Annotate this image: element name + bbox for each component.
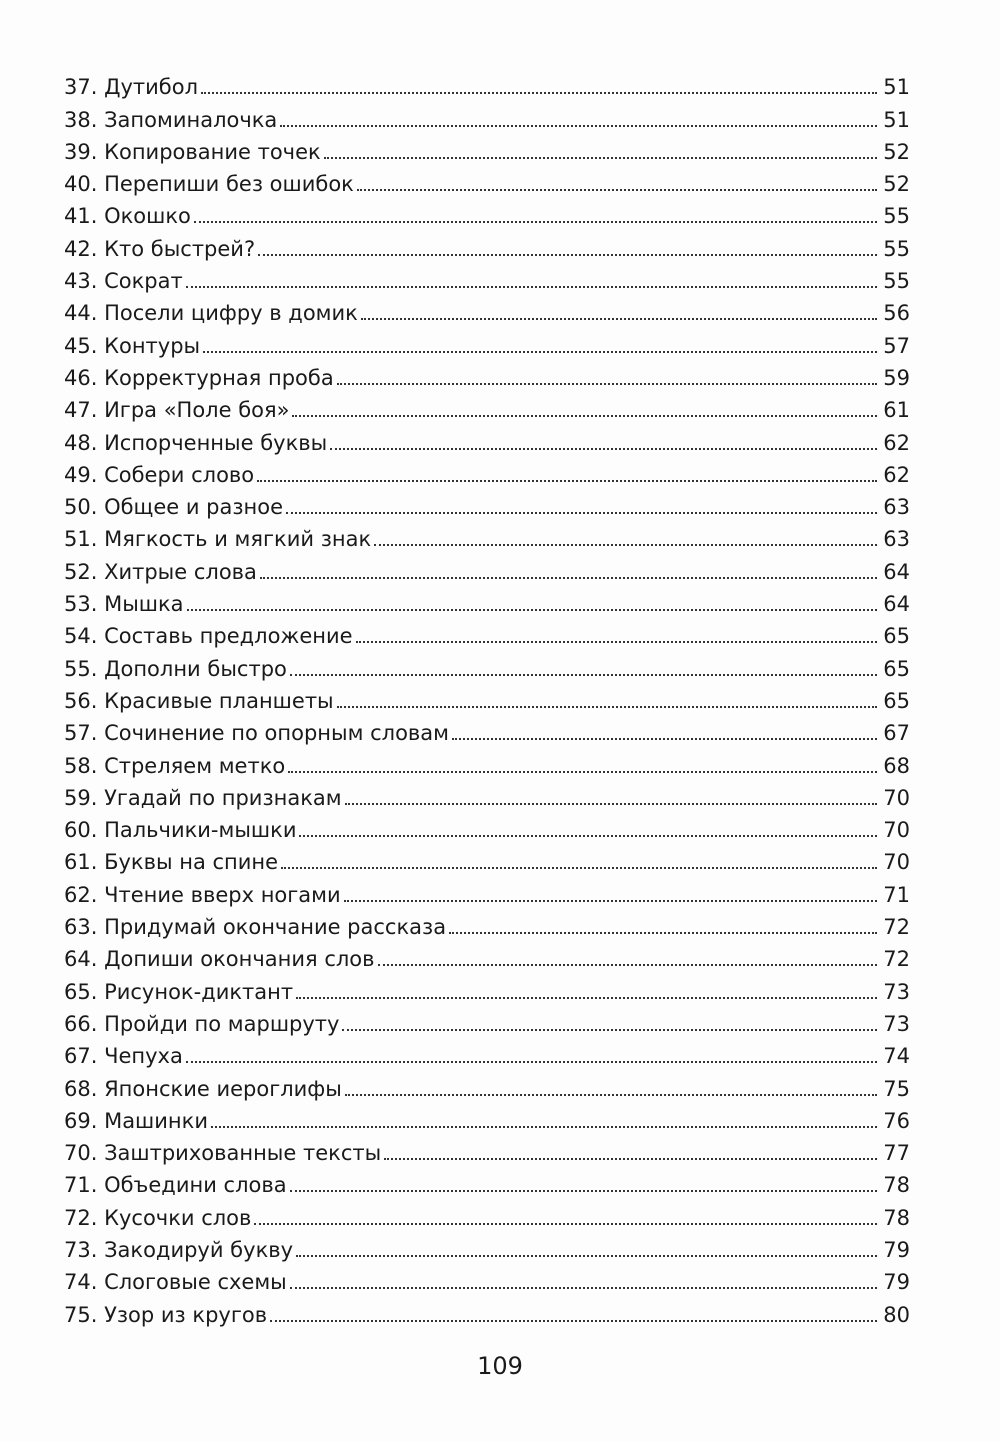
toc-entry-title: 67. Чепуха <box>64 1044 183 1069</box>
toc-entry <box>64 1067 910 1099</box>
dot-leader <box>299 835 877 837</box>
toc-entry-title: 66. Пройди по маршруту <box>64 1011 340 1036</box>
toc-entry-title: 62. Чтение вверх ногами <box>64 882 341 907</box>
toc-entry-page: 61 <box>883 398 910 423</box>
toc-entry-page: 71 <box>883 882 910 907</box>
toc-entry <box>64 454 910 486</box>
toc-entry-page: 72 <box>883 947 910 972</box>
toc-entry-page: 70 <box>883 850 910 875</box>
dot-leader <box>337 706 877 708</box>
toc-entry-title: 49. Собери слово <box>64 462 255 487</box>
dot-leader <box>345 1094 877 1096</box>
toc-entry-page: 64 <box>883 559 910 584</box>
dot-leader <box>194 221 877 223</box>
toc-entry-title: 70. Заштрихованные тексты <box>64 1141 382 1166</box>
dot-leader <box>356 641 877 643</box>
dot-leader <box>290 1287 877 1289</box>
toc-entry <box>64 777 910 809</box>
toc-entry-title: 64. Допиши окончания слов <box>64 947 375 972</box>
dot-leader <box>187 609 877 611</box>
toc-entry-title: 38. Запоминалочка <box>64 107 278 132</box>
dot-leader <box>290 1190 877 1192</box>
toc-entry <box>64 1293 910 1325</box>
toc-entry-title: 72. Кусочки слов <box>64 1205 252 1230</box>
toc-entry <box>64 163 910 195</box>
dot-leader <box>286 512 877 514</box>
toc-entry-page: 62 <box>883 430 910 455</box>
toc-entry-title: 45. Контуры <box>64 333 201 358</box>
dot-leader <box>257 480 877 482</box>
dot-leader <box>281 867 877 869</box>
dot-leader <box>254 1223 877 1225</box>
toc-entry-page: 65 <box>883 688 910 713</box>
toc-entry-title: 57. Сочинение по опорным словам <box>64 721 450 746</box>
toc-entry-title: 55. Дополни быстро <box>64 656 287 681</box>
dot-leader <box>345 803 877 805</box>
toc-entry-title: 46. Корректурная проба <box>64 365 334 390</box>
toc-entry <box>64 260 910 292</box>
dot-leader <box>260 577 877 579</box>
toc-entry-title: 69. Машинки <box>64 1108 208 1133</box>
dot-leader <box>296 1255 877 1257</box>
toc-entry <box>64 744 910 776</box>
toc-entry <box>64 1229 910 1261</box>
toc-entry <box>64 195 910 227</box>
toc-entry-title: 41. Окошко <box>64 204 191 229</box>
toc-entry-title: 75. Узор из кругов <box>64 1302 268 1327</box>
page-number: 109 <box>477 1352 523 1380</box>
toc-entry-page: 57 <box>883 333 910 358</box>
dot-leader <box>384 1158 877 1160</box>
toc-entry-title: 58. Стреляем метко <box>64 753 286 778</box>
toc-entry-page: 76 <box>883 1108 910 1133</box>
toc-entry <box>64 1261 910 1293</box>
toc-entry <box>64 389 910 421</box>
toc-entry-title: 51. Мягкость и мягкий знак <box>64 527 372 552</box>
toc-entry-title: 39. Копирование точек <box>64 139 321 164</box>
toc-entry <box>64 583 910 615</box>
toc-entry-page: 79 <box>883 1270 910 1295</box>
dot-leader <box>258 254 877 256</box>
dot-leader <box>449 932 877 934</box>
dot-leader <box>186 286 877 288</box>
dot-leader <box>211 1126 877 1128</box>
toc-entry <box>64 292 910 324</box>
toc-entry-title: 42. Кто быстрей? <box>64 236 256 261</box>
toc-entry-page: 65 <box>883 656 910 681</box>
toc-entry-page: 59 <box>883 365 910 390</box>
toc-entry-page: 78 <box>883 1173 910 1198</box>
toc-entry-page: 65 <box>883 624 910 649</box>
toc-entry <box>64 970 910 1002</box>
toc-entry-title: 44. Посели цифру в домик <box>64 301 358 326</box>
dot-leader <box>270 1320 877 1322</box>
toc-entry-page: 56 <box>883 301 910 326</box>
toc-entry-page: 55 <box>883 236 910 261</box>
dot-leader <box>324 157 877 159</box>
dot-leader <box>201 92 877 94</box>
toc-entry-title: 74. Слоговые схемы <box>64 1270 287 1295</box>
toc-entry-page: 70 <box>883 785 910 810</box>
toc-entry <box>64 1100 910 1132</box>
toc-entry-title: 53. Мышка <box>64 592 184 617</box>
dot-leader <box>342 1029 877 1031</box>
dot-leader <box>288 771 877 773</box>
toc-entry-page: 67 <box>883 721 910 746</box>
toc-entry <box>64 873 910 905</box>
toc-entry-page: 51 <box>883 107 910 132</box>
toc-entry <box>64 1132 910 1164</box>
toc-entry <box>64 809 910 841</box>
toc-entry <box>64 550 910 582</box>
toc-entry <box>64 131 910 163</box>
dot-leader <box>330 448 877 450</box>
toc-entry-page: 79 <box>883 1237 910 1262</box>
toc-entry-page: 70 <box>883 818 910 843</box>
toc-entry-page: 51 <box>883 75 910 100</box>
toc-entry-page: 68 <box>883 753 910 778</box>
toc-entry <box>64 486 910 518</box>
toc-entry <box>64 615 910 647</box>
toc-entry <box>64 906 910 938</box>
toc-entry <box>64 680 910 712</box>
toc-entry-page: 77 <box>883 1141 910 1166</box>
toc-entry-title: 71. Объедини слова <box>64 1173 287 1198</box>
toc-entry <box>64 98 910 130</box>
dot-leader <box>337 383 877 385</box>
dot-leader <box>203 351 877 353</box>
toc-entry-page: 73 <box>883 1011 910 1036</box>
toc-entry-title: 47. Игра «Поле боя» <box>64 398 290 423</box>
toc-entry-page: 80 <box>883 1302 910 1327</box>
toc-entry-page: 52 <box>883 172 910 197</box>
toc-entry-title: 50. Общее и разное <box>64 495 284 520</box>
toc-entry-title: 48. Испорченные буквы <box>64 430 328 455</box>
toc-entry-title: 63. Придумай окончание рассказа <box>64 915 447 940</box>
toc-entry <box>64 227 910 259</box>
toc-entry-page: 52 <box>883 139 910 164</box>
toc-entry-page: 72 <box>883 915 910 940</box>
toc-entry-title: 40. Перепиши без ошибок <box>64 172 354 197</box>
dot-leader <box>280 125 877 127</box>
toc-entry-title: 54. Составь предложение <box>64 624 353 649</box>
toc-entry-page: 63 <box>883 527 910 552</box>
dot-leader <box>378 964 877 966</box>
toc-entry <box>64 1196 910 1228</box>
dot-leader <box>452 738 877 740</box>
toc-entry <box>64 357 910 389</box>
toc-entry-page: 78 <box>883 1205 910 1230</box>
toc-entry-page: 74 <box>883 1044 910 1069</box>
dot-leader <box>292 415 877 417</box>
toc-entry <box>64 324 910 356</box>
toc-entry <box>64 518 910 550</box>
toc-entry-title: 52. Хитрые слова <box>64 559 257 584</box>
toc-entry <box>64 421 910 453</box>
toc-entry <box>64 712 910 744</box>
toc-entry-page: 64 <box>883 592 910 617</box>
dot-leader <box>374 544 877 546</box>
toc-entry-title: 61. Буквы на спине <box>64 850 279 875</box>
toc-entry-title: 60. Пальчики-мышки <box>64 818 297 843</box>
toc-entry <box>64 1003 910 1035</box>
toc-entry <box>64 66 910 98</box>
toc-entry-page: 63 <box>883 495 910 520</box>
toc-entry-page: 55 <box>883 204 910 229</box>
toc-entry-page: 73 <box>883 979 910 1004</box>
toc-entry <box>64 1035 910 1067</box>
table-of-contents <box>64 66 910 1326</box>
toc-entry-title: 37. Дутибол <box>64 75 199 100</box>
toc-entry-page: 62 <box>883 462 910 487</box>
toc-entry-page: 75 <box>883 1076 910 1101</box>
toc-entry <box>64 841 910 873</box>
toc-entry-title: 65. Рисунок-диктант <box>64 979 294 1004</box>
toc-entry-title: 56. Красивые планшеты <box>64 688 334 713</box>
toc-entry-title: 59. Угадай по признакам <box>64 785 342 810</box>
toc-entry-title: 68. Японские иероглифы <box>64 1076 342 1101</box>
toc-entry-title: 73. Закодируй букву <box>64 1237 294 1262</box>
toc-entry <box>64 1164 910 1196</box>
toc-entry <box>64 647 910 679</box>
toc-entry-page: 55 <box>883 269 910 294</box>
dot-leader <box>344 900 877 902</box>
dot-leader <box>290 674 877 676</box>
dot-leader <box>357 189 877 191</box>
dot-leader <box>361 318 877 320</box>
dot-leader <box>186 1061 877 1063</box>
toc-entry <box>64 938 910 970</box>
toc-entry-title: 43. Сократ <box>64 269 183 294</box>
dot-leader <box>296 997 877 999</box>
